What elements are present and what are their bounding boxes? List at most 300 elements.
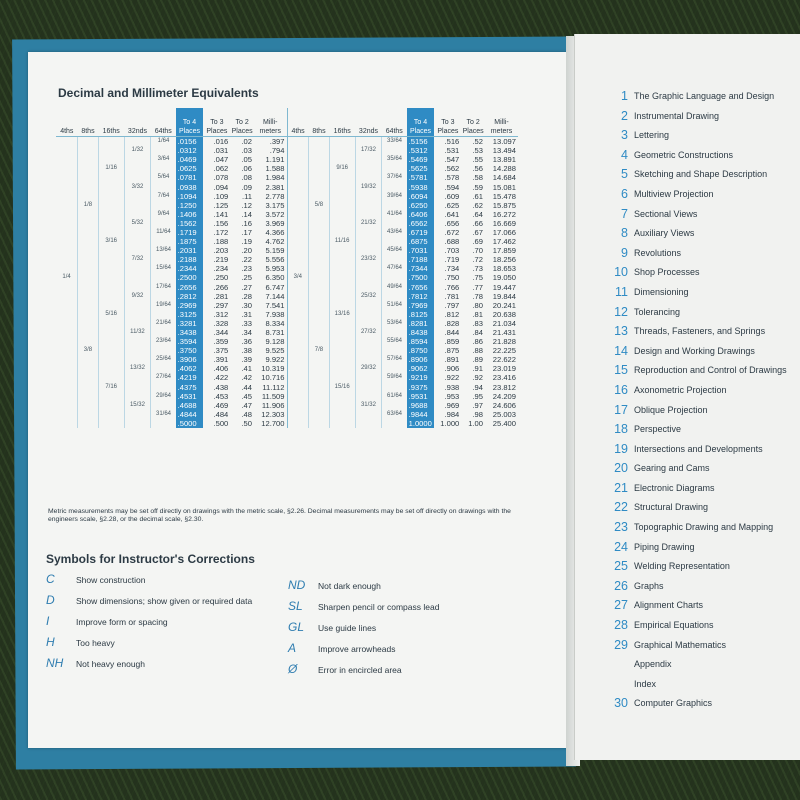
table-cell: 19.447 xyxy=(492,282,516,292)
toc-item xyxy=(606,125,800,145)
table-cell: 1.984 xyxy=(265,173,285,183)
table-cell: 9.128 xyxy=(265,337,285,347)
table-cell: 53/64 xyxy=(382,319,407,328)
table-cell: .5625 xyxy=(407,164,435,173)
table-cell: .5156 xyxy=(407,137,435,147)
table-cell: .984 xyxy=(444,409,460,419)
table-cell: .219 xyxy=(213,255,229,265)
table-cell: .22 xyxy=(241,255,252,265)
table-cell xyxy=(98,337,124,346)
table-cell: .2812 xyxy=(176,292,204,301)
table-cell: .75 xyxy=(472,273,483,283)
table-cell: 7/8 xyxy=(309,346,330,355)
table-cell xyxy=(355,355,382,364)
table-cell xyxy=(78,328,99,337)
toc-item xyxy=(606,615,800,635)
table-cell: .27 xyxy=(241,282,252,292)
table-cell: .703 xyxy=(444,246,460,256)
table-cell: .1250 xyxy=(176,201,204,210)
toc-chapter-title: Graphs xyxy=(634,580,664,591)
table-cell: .734 xyxy=(444,264,460,274)
table-cell: 2.381 xyxy=(265,182,285,192)
toc-item xyxy=(606,674,800,694)
table-cell xyxy=(382,419,407,428)
table-cell xyxy=(287,346,309,355)
table-cell: .375 xyxy=(213,346,229,356)
table-cell: 22.622 xyxy=(492,355,516,365)
table-cell: .66 xyxy=(472,218,483,228)
toc-chapter-title: Auxiliary Views xyxy=(634,228,695,239)
table-cell xyxy=(124,246,151,255)
table-cell xyxy=(309,273,330,282)
table-cell xyxy=(287,219,309,228)
toc-chapter-title: Empirical Equations xyxy=(634,620,714,631)
table-cell: 9/64 xyxy=(151,210,176,219)
table-cell xyxy=(78,219,99,228)
table-cell: 12.303 xyxy=(261,409,285,419)
table-cell xyxy=(124,373,151,382)
table-cell xyxy=(309,401,330,410)
table-cell: .141 xyxy=(213,209,229,219)
table-cell xyxy=(309,173,330,182)
table-cell: .45 xyxy=(241,391,252,401)
table-cell: .516 xyxy=(444,137,460,147)
table-header-cell: To 3 Places xyxy=(203,108,230,137)
table-cell xyxy=(78,373,99,382)
equivalents-table xyxy=(56,108,518,428)
toc-item xyxy=(606,654,800,674)
table-header-cell: Milli-meters xyxy=(485,108,518,137)
table-cell xyxy=(124,155,151,164)
table-cell xyxy=(56,319,78,328)
table-cell xyxy=(287,237,309,246)
table-cell: 15/16 xyxy=(329,383,355,392)
table-cell xyxy=(56,164,78,173)
table-cell xyxy=(309,373,330,382)
table-cell xyxy=(98,401,124,410)
table-cell xyxy=(329,146,355,155)
table-cell: .9062 xyxy=(407,364,435,373)
table-cell xyxy=(78,182,99,191)
table-row xyxy=(56,246,518,255)
table-cell: 3.175 xyxy=(265,200,285,210)
table-cell: .172 xyxy=(213,227,229,237)
table-cell: .30 xyxy=(241,300,252,310)
table-cell xyxy=(329,264,355,273)
table-cell: .39 xyxy=(241,355,252,365)
toc-chapter-number: 17 xyxy=(614,402,628,417)
table-cell xyxy=(309,419,330,428)
table-cell: 37/64 xyxy=(382,173,407,182)
table-cell: 11.509 xyxy=(261,391,285,401)
table-row xyxy=(56,201,518,210)
table-cell: 51/64 xyxy=(382,301,407,310)
symbol-item xyxy=(288,597,439,618)
table-title: Decimal and Millimeter Equivalents xyxy=(58,86,259,100)
table-header-cell: 16ths xyxy=(98,108,124,137)
table-cell xyxy=(56,255,78,264)
symbol-item xyxy=(46,633,252,654)
table-header-row xyxy=(56,108,518,137)
table-cell: 1/64 xyxy=(151,137,176,147)
toc-chapter-number: 16 xyxy=(614,382,628,397)
table-cell: .09 xyxy=(241,182,252,192)
table-cell: .397 xyxy=(269,137,285,147)
toc-item xyxy=(606,517,800,537)
table-cell xyxy=(98,364,124,373)
table-cell xyxy=(355,383,382,392)
table-cell: .203 xyxy=(213,246,229,256)
table-cell: 9.922 xyxy=(265,355,285,365)
table-cell xyxy=(329,410,355,419)
table-cell: .797 xyxy=(444,300,460,310)
symbol-description: Sharpen pencil or compass lead xyxy=(318,602,440,612)
table-cell: 4.762 xyxy=(265,237,285,247)
table-cell: .41 xyxy=(241,364,252,374)
toc-chapter-number: 18 xyxy=(614,422,628,437)
table-cell: .844 xyxy=(444,328,460,338)
table-cell xyxy=(382,292,407,301)
table-cell: .7188 xyxy=(407,255,435,264)
toc-chapter-number: 20 xyxy=(614,461,628,476)
table-cell: .14 xyxy=(241,209,252,219)
table-cell xyxy=(287,173,309,182)
table-cell: 35/64 xyxy=(382,155,407,164)
table-cell: 3.572 xyxy=(265,209,285,219)
table-cell: .5938 xyxy=(407,182,435,191)
table-cell: 21.034 xyxy=(492,318,516,328)
toc-item xyxy=(606,360,800,380)
table-cell xyxy=(78,146,99,155)
table-cell xyxy=(355,310,382,319)
symbol-description: Too heavy xyxy=(76,638,115,648)
table-cell: .36 xyxy=(241,337,252,347)
table-cell xyxy=(124,283,151,292)
table-cell: .0781 xyxy=(176,173,204,182)
table-cell: 25.400 xyxy=(492,418,516,428)
symbol-code: H xyxy=(46,635,55,649)
table-cell xyxy=(124,410,151,419)
table-cell: .3594 xyxy=(176,337,204,346)
table-cell: 4.366 xyxy=(265,227,285,237)
table-cell xyxy=(329,373,355,382)
table-cell: 24.209 xyxy=(492,391,516,401)
table-cell: .1094 xyxy=(176,192,204,201)
table-cell xyxy=(151,419,176,428)
toc-chapter-number: 21 xyxy=(614,480,628,495)
table-cell xyxy=(78,137,99,147)
table-cell: 6.350 xyxy=(265,273,285,283)
table-cell: .70 xyxy=(472,246,483,256)
table-cell: 3/64 xyxy=(151,155,176,164)
table-cell xyxy=(329,137,355,147)
table-cell xyxy=(355,410,382,419)
table-cell: .109 xyxy=(213,191,229,201)
table-cell xyxy=(56,283,78,292)
table-cell: .266 xyxy=(213,282,229,292)
table-cell: .47 xyxy=(241,400,252,410)
table-cell: .156 xyxy=(213,218,229,228)
table-cell xyxy=(309,264,330,273)
table-cell: 1/8 xyxy=(78,201,99,210)
toc-chapter-title: Computer Graphics xyxy=(634,698,713,709)
table-cell: 25/64 xyxy=(151,355,176,364)
table-cell: 29/64 xyxy=(151,392,176,401)
table-cell: .7969 xyxy=(407,301,435,310)
table-cell xyxy=(124,355,151,364)
table-cell: 23/32 xyxy=(355,255,382,264)
table-row xyxy=(56,346,518,355)
table-cell: .9531 xyxy=(407,392,435,401)
toc-chapter-title: Shop Processes xyxy=(634,267,700,278)
table-cell: .06 xyxy=(241,164,252,174)
table-cell: .6406 xyxy=(407,210,435,219)
table-cell xyxy=(329,155,355,164)
toc-item xyxy=(606,693,800,713)
table-cell: .656 xyxy=(444,218,460,228)
table-cell: .672 xyxy=(444,227,460,237)
table-cell xyxy=(98,192,124,201)
table-cell xyxy=(56,401,78,410)
toc-item xyxy=(606,478,800,498)
toc-chapter-number: 19 xyxy=(614,441,628,456)
table-cell: .4844 xyxy=(176,410,204,419)
table-cell xyxy=(329,328,355,337)
toc-item xyxy=(606,556,800,576)
table-cell: 45/64 xyxy=(382,246,407,255)
table-cell xyxy=(151,182,176,191)
table-cell: 3/8 xyxy=(78,346,99,355)
table-cell xyxy=(78,264,99,273)
table-cell: 1.0000 xyxy=(407,419,435,428)
table-cell: .34 xyxy=(241,328,252,338)
table-cell: .7812 xyxy=(407,292,435,301)
toc-chapter-title: Oblique Projection xyxy=(634,404,708,415)
table-cell: .72 xyxy=(472,255,483,265)
table-cell xyxy=(78,392,99,401)
table-cell xyxy=(98,146,124,155)
toc-item xyxy=(606,380,800,400)
table-cell xyxy=(329,219,355,228)
table-cell: .94 xyxy=(472,382,483,392)
table-cell: .578 xyxy=(444,173,460,183)
symbol-code: Ø xyxy=(288,662,298,676)
table-cell: 5.556 xyxy=(265,255,285,265)
table-cell xyxy=(78,355,99,364)
table-cell xyxy=(78,237,99,246)
table-cell xyxy=(78,419,99,428)
metric-note: Metric measurements may be set off directly on drawings with the metric scale, §2.26. Decimal measurements may be set off directly on drawings with the engineers scale, §2.28, or the decimal scale, §2.30. xyxy=(48,508,511,523)
table-cell xyxy=(56,392,78,401)
table-cell: 47/64 xyxy=(382,264,407,273)
table-cell xyxy=(382,182,407,191)
table-cell xyxy=(124,237,151,246)
table-cell: .9219 xyxy=(407,373,435,382)
table-header-cell: To 2 Places xyxy=(230,108,254,137)
table-cell xyxy=(355,337,382,346)
table-cell xyxy=(98,182,124,191)
table-cell xyxy=(329,273,355,282)
table-header-cell: To 4 Places xyxy=(407,108,435,137)
table-cell xyxy=(78,255,99,264)
toc-item xyxy=(606,106,800,126)
table-cell xyxy=(329,301,355,310)
toc-chapter-number: 11 xyxy=(615,284,628,299)
table-cell xyxy=(124,383,151,392)
table-cell xyxy=(382,237,407,246)
table-cell: 15/32 xyxy=(124,401,151,410)
table-cell: .906 xyxy=(444,364,460,374)
table-cell: 17/32 xyxy=(355,146,382,155)
table-cell: .77 xyxy=(472,282,483,292)
table-cell xyxy=(329,419,355,428)
table-cell: 18.256 xyxy=(492,255,516,265)
table-cell: .4531 xyxy=(176,392,204,401)
table-row xyxy=(56,419,518,428)
toc-chapter-number: 15 xyxy=(614,363,628,378)
symbol-code: D xyxy=(46,593,55,607)
table-cell xyxy=(287,246,309,255)
table-cell: 25/32 xyxy=(355,292,382,301)
table-cell: .359 xyxy=(213,337,229,347)
table-cell: 21.431 xyxy=(492,328,516,338)
table-cell xyxy=(56,219,78,228)
table-header-cell: To 4 Places xyxy=(176,108,204,137)
table-cell: .1719 xyxy=(176,228,204,237)
table-row xyxy=(56,283,518,292)
symbol-item xyxy=(46,654,252,675)
table-cell: .5781 xyxy=(407,173,435,182)
table-cell: .11 xyxy=(242,191,252,201)
table-cell: 17.066 xyxy=(492,227,516,237)
symbol-description: Improve form or spacing xyxy=(76,617,168,627)
table-cell xyxy=(287,146,309,155)
toc-chapter-title: Index xyxy=(634,678,657,689)
table-cell: .297 xyxy=(213,300,229,310)
table-cell: 19.844 xyxy=(492,291,516,301)
table-cell: .02 xyxy=(241,137,252,147)
table-cell: 8.334 xyxy=(265,318,285,328)
toc-item xyxy=(606,223,800,243)
table-cell: .125 xyxy=(213,200,229,210)
symbol-item xyxy=(46,570,252,591)
table-cell: 39/64 xyxy=(382,192,407,201)
table-row xyxy=(56,192,518,201)
table-cell: .6250 xyxy=(407,201,435,210)
table-cell: .7344 xyxy=(407,264,435,273)
table-cell xyxy=(98,319,124,328)
table-cell: 17.859 xyxy=(492,246,516,256)
table-cell xyxy=(78,337,99,346)
table-cell xyxy=(56,355,78,364)
table-cell: 11/32 xyxy=(124,328,151,337)
table-cell xyxy=(98,219,124,228)
toc-chapter-number: 26 xyxy=(614,578,628,593)
table-cell: .28 xyxy=(241,291,252,301)
table-cell xyxy=(78,364,99,373)
table-cell xyxy=(382,401,407,410)
table-cell xyxy=(287,137,309,147)
table-cell xyxy=(56,310,78,319)
table-cell: 1.000 xyxy=(440,418,460,428)
table-cell xyxy=(309,364,330,373)
toc-chapter-number: 25 xyxy=(614,559,628,574)
table-cell: 25.003 xyxy=(492,409,516,419)
toc-chapter-number: 10 xyxy=(614,265,628,280)
table-cell: .52 xyxy=(472,137,483,147)
table-cell: .50 xyxy=(241,418,252,428)
table-cell xyxy=(287,373,309,382)
toc-item xyxy=(606,86,800,106)
table-cell xyxy=(355,164,382,173)
table-cell: .406 xyxy=(213,364,229,374)
table-cell xyxy=(124,319,151,328)
table-row xyxy=(56,164,518,173)
toc-item xyxy=(606,497,800,517)
table-cell: .59 xyxy=(472,182,483,192)
toc-item xyxy=(606,595,800,615)
table-row xyxy=(56,173,518,182)
table-cell: 20.638 xyxy=(492,309,516,319)
table-cell: 1/16 xyxy=(98,164,124,173)
table-cell: .67 xyxy=(472,227,483,237)
toc-chapter-number: 8 xyxy=(621,226,628,241)
table-cell: .9688 xyxy=(407,401,435,410)
table-cell xyxy=(98,173,124,182)
table-cell: .6094 xyxy=(407,192,435,201)
table-row xyxy=(56,292,518,301)
table-cell: .1875 xyxy=(176,237,204,246)
table-cell: 57/64 xyxy=(382,355,407,364)
table-cell: .5469 xyxy=(407,155,435,164)
table-cell: .95 xyxy=(472,391,483,401)
table-cell: .55 xyxy=(472,155,483,165)
table-cell xyxy=(287,292,309,301)
table-cell xyxy=(329,364,355,373)
table-cell: .91 xyxy=(472,364,483,374)
table-cell: .20 xyxy=(241,246,252,256)
table-cell xyxy=(124,337,151,346)
table-cell: .6719 xyxy=(407,228,435,237)
table-cell: .3750 xyxy=(176,346,204,355)
toc-chapter-title: Axonometric Projection xyxy=(634,384,727,395)
table-row xyxy=(56,410,518,419)
toc-chapter-title: Sketching and Shape Description xyxy=(634,169,768,180)
toc-chapter-number: 6 xyxy=(621,186,628,201)
table-cell xyxy=(151,364,176,373)
symbol-code: C xyxy=(46,572,55,586)
table-cell: .53 xyxy=(472,146,483,156)
toc-chapter-title: Sectional Views xyxy=(634,208,698,219)
table-cell: 61/64 xyxy=(382,392,407,401)
table-cell: 11.112 xyxy=(262,382,285,392)
table-cell xyxy=(56,337,78,346)
table-cell: 1.191 xyxy=(265,155,285,165)
table-cell xyxy=(309,246,330,255)
table-row xyxy=(56,392,518,401)
table-cell xyxy=(309,319,330,328)
table-cell xyxy=(287,310,309,319)
table-cell: .969 xyxy=(444,400,460,410)
table-cell xyxy=(355,319,382,328)
table-row xyxy=(56,364,518,373)
table-cell: .69 xyxy=(472,237,483,247)
symbol-description: Show dimensions; show given or required data xyxy=(76,596,253,606)
table-cell xyxy=(382,383,407,392)
table-cell: .44 xyxy=(241,382,252,392)
table-cell: 17/64 xyxy=(151,283,176,292)
table-cell: 5.159 xyxy=(265,246,285,256)
